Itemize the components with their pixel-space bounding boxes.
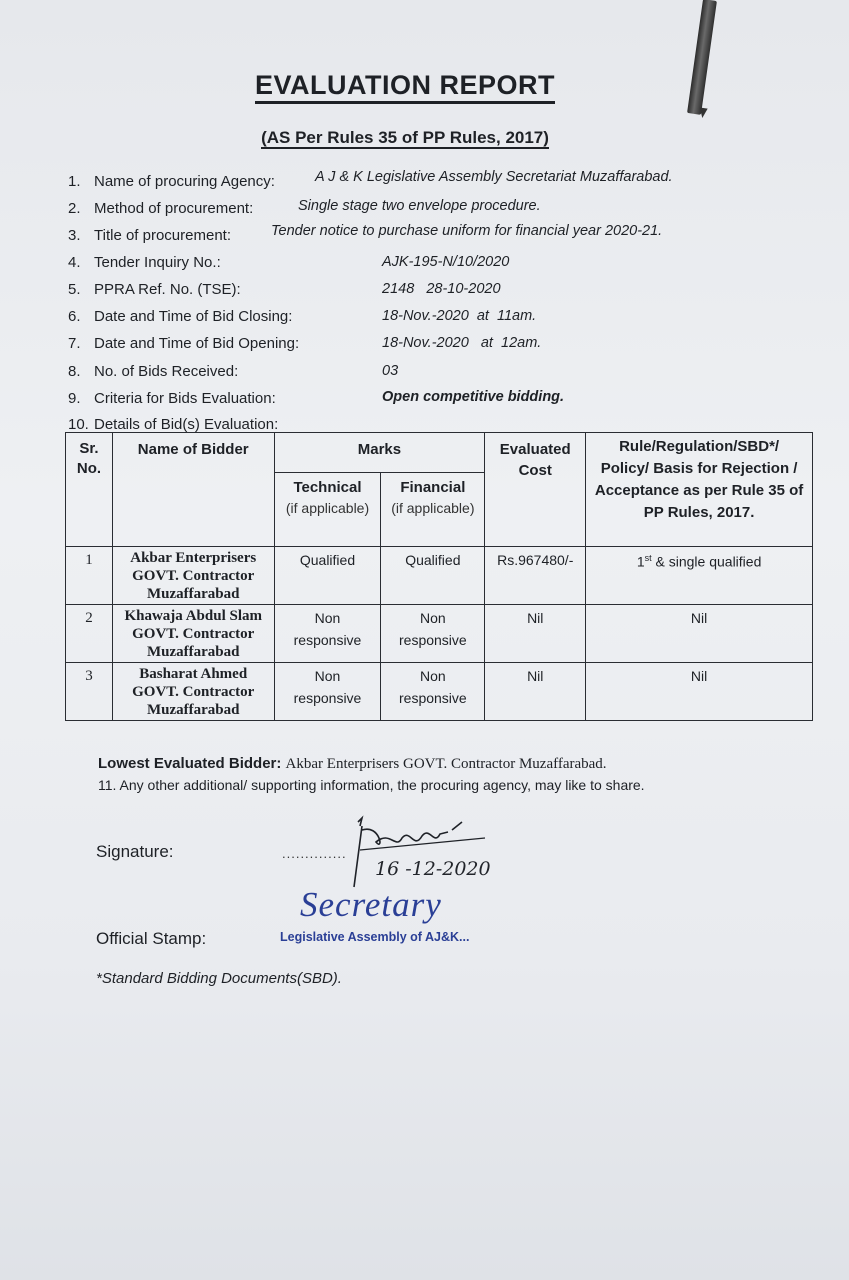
item-9: 9. Criteria for Bids Evaluation: [68,390,276,407]
rule-header: Rule/Regulation/SBD*/ Policy/ Basis for Rejection / Acceptance as per Rule 35 of PP Rules, 2017. [586,433,813,547]
row-technical: Non responsive [274,663,381,721]
row-cost: Nil [485,663,586,721]
row-bidder: Khawaja Abdul Slam GOVT. Contractor Muzaffarabad [112,605,274,663]
row-cost: Rs.967480/- [485,547,586,605]
item-6: 6. Date and Time of Bid Closing: [68,308,293,325]
marks-header: Marks [274,433,485,473]
signature-date: 16 -12-2020 [375,858,491,880]
signature-dots: .............. [282,846,347,861]
bid-evaluation-table [65,432,813,721]
item-4: 4. Tender Inquiry No.: [68,254,221,271]
signature-scribble [340,812,500,892]
item-6-value: 18-Nov.-2020 at 11am. [382,308,537,324]
signature-label: Signature: [96,842,174,861]
item-3: 3. Title of procurement: [68,227,231,244]
stamp-org: Legislative Assembly of AJ&K... [280,930,470,944]
item-5-value: 2148 28-10-2020 [382,281,501,297]
stamp-label: Official Stamp: [96,929,207,948]
row-financial: Non responsive [381,663,485,721]
table-row [66,605,813,663]
lowest-bidder-line: Lowest Evaluated Bidder: Akbar Enterprisers GOVT. Contractor Muzaffarabad. [98,755,607,772]
item-1: 1. Name of procuring Agency: [68,173,275,190]
item-2-value: Single stage two envelope procedure. [298,198,541,214]
item-7-value: 18-Nov.-2020 at 12am. [382,335,542,351]
item-8-value: 03 [382,363,399,379]
item-1-value: A J & K Legislative Assembly Secretariat Muzaffarabad. [315,169,673,185]
report-title: EVALUATION REPORT [0,70,810,101]
technical-header: Technical (if applicable) [274,473,381,547]
bidder-header: Name of Bidder [112,433,274,547]
row-technical: Qualified [274,547,381,605]
row-sr: 1 [66,547,113,605]
row-financial: Qualified [381,547,485,605]
cost-header: Evaluated Cost [485,433,586,547]
row-bidder: Basharat Ahmed GOVT. Contractor Muzaffarabad [112,663,274,721]
row-rule: Nil [586,605,813,663]
stamp-title: Secretary [300,885,442,924]
sbd-footnote: *Standard Bidding Documents(SBD). [96,970,342,987]
row-bidder: Akbar Enterprisers GOVT. Contractor Muzaffarabad [112,547,274,605]
item-5: 5. PPRA Ref. No. (TSE): [68,281,241,298]
item-9-value: Open competitive bidding. [382,389,565,405]
item-3-value: Tender notice to purchase uniform for financial year 2020-21. [271,223,663,239]
row-cost: Nil [485,605,586,663]
row-rule: 1st & single qualified [586,547,813,605]
item-4-value: AJK-195-N/10/2020 [382,254,510,270]
item-8: 8. No. of Bids Received: [68,363,239,380]
pen-tip [698,107,707,118]
item-10: 10. Details of Bid(s) Evaluation: [68,416,279,433]
sr-no-header: Sr. No. [66,433,113,547]
item-2: 2. Method of procurement: [68,200,254,217]
row-financial: Non responsive [381,605,485,663]
item-7: 7. Date and Time of Bid Opening: [68,335,300,352]
row-sr: 3 [66,663,113,721]
table-row [66,547,813,605]
row-technical: Non responsive [274,605,381,663]
row-sr: 2 [66,605,113,663]
financial-header: Financial (if applicable) [381,473,485,547]
item-11: 11. Any other additional/ supporting information, the procuring agency, may like to share. [98,777,645,793]
table-row [66,663,813,721]
row-rule: Nil [586,663,813,721]
report-subtitle: (AS Per Rules 35 of PP Rules, 2017) [261,128,549,147]
